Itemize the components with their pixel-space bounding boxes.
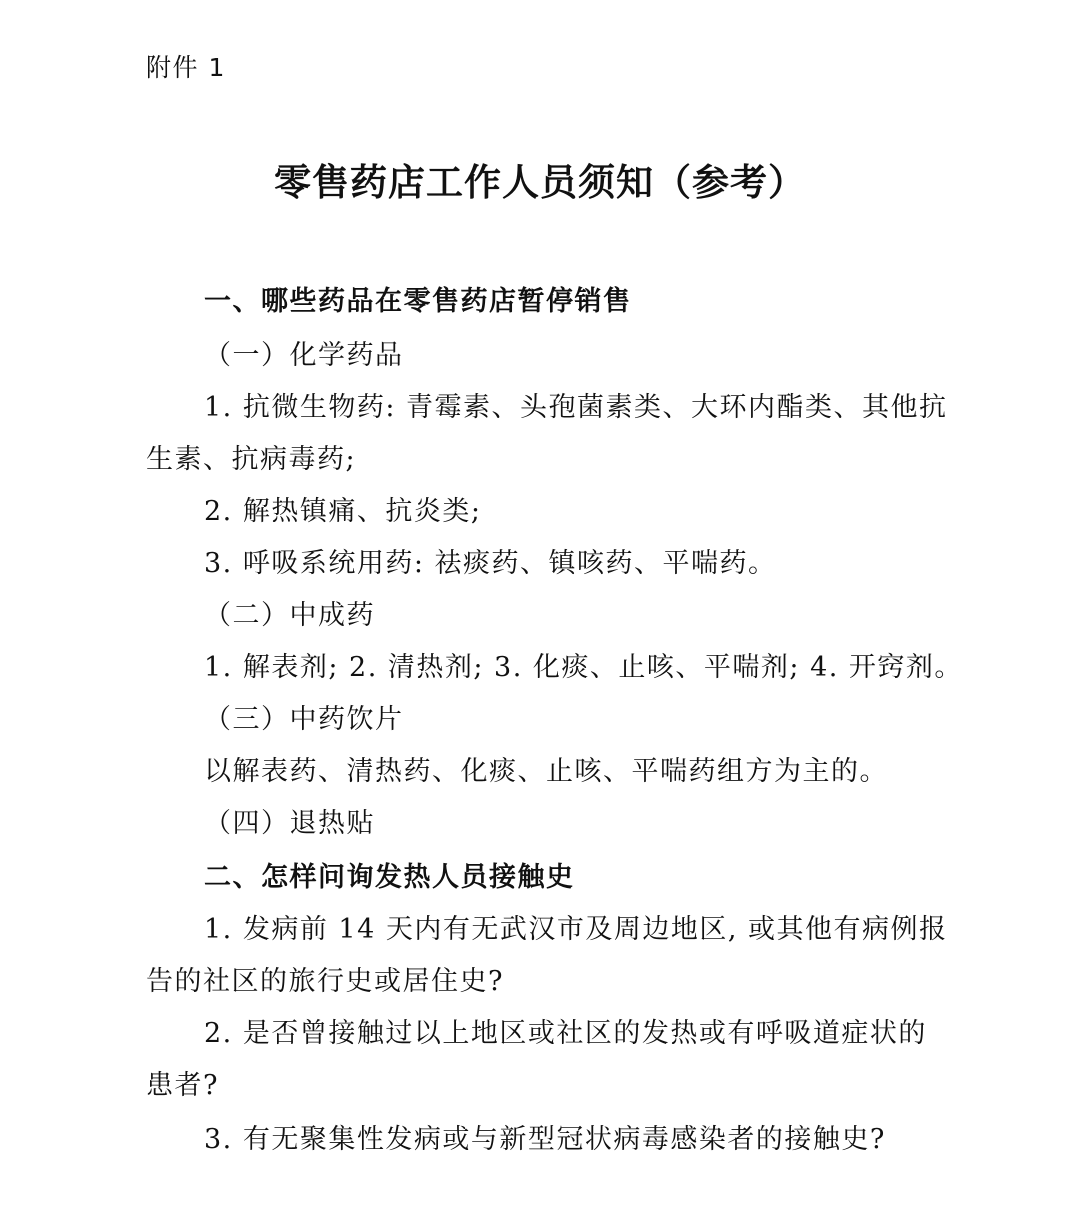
section2-q3: 3. 有无聚集性发病或与新型冠状病毒感染者的接触史? xyxy=(204,1124,886,1155)
section1-item3: 3. 呼吸系统用药: 祛痰药、镇咳药、平喘药。 xyxy=(204,548,777,579)
section1-item1-line1: 1. 抗微生物药: 青霉素、头孢菌素类、大环内酯类、其他抗 xyxy=(204,392,948,423)
section1-item1-line2: 生素、抗病毒药; xyxy=(146,444,357,475)
section2-q2-line2: 患者? xyxy=(146,1070,219,1101)
section1-sub3: （三）中药饮片 xyxy=(204,704,404,735)
section1-item2: 2. 解热镇痛、抗炎类; xyxy=(204,496,482,527)
section1-sub4: （四）退热贴 xyxy=(204,808,375,839)
section1-sub2: （二）中成药 xyxy=(204,600,375,631)
section2-q1-line2: 告的社区的旅行史或居住史? xyxy=(146,966,504,997)
section1-heading: 一、哪些药品在零售药店暂停销售 xyxy=(204,286,632,317)
section2-q2-line1: 2. 是否曾接触过以上地区或社区的发热或有呼吸道症状的 xyxy=(204,1018,927,1049)
section1-sub2-text: 1. 解表剂; 2. 清热剂; 3. 化痰、止咳、平喘剂; 4. 开窍剂。 xyxy=(204,652,963,683)
section1-sub1: （一）化学药品 xyxy=(204,340,404,371)
attachment-label: 附件 1 xyxy=(146,53,226,82)
document-title: 零售药店工作人员须知（参考） xyxy=(274,160,806,204)
section2-q1-line1: 1. 发病前 14 天内有无武汉市及周边地区, 或其他有病例报 xyxy=(204,914,948,945)
section2-heading: 二、怎样问询发热人员接触史 xyxy=(204,862,575,893)
section1-sub3-text: 以解表药、清热药、化痰、止咳、平喘药组方为主的。 xyxy=(204,756,888,787)
